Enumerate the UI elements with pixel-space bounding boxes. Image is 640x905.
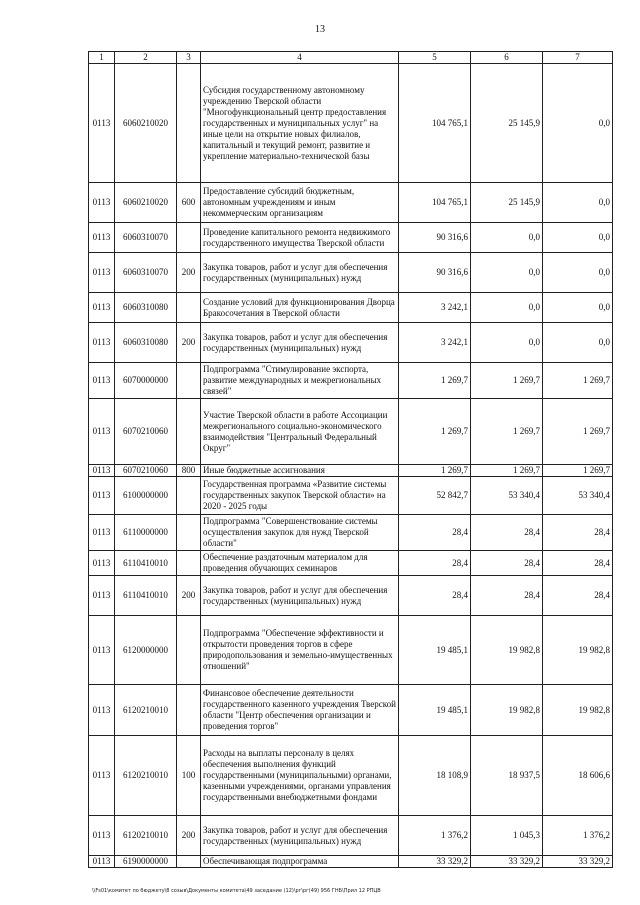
row-target-article: 6070210060 bbox=[115, 465, 177, 477]
row-value-col5: 90 316,6 bbox=[399, 253, 471, 293]
row-section-code: 0113 bbox=[89, 399, 115, 465]
table-row bbox=[89, 576, 613, 616]
row-value-col6: 1 269,7 bbox=[471, 465, 543, 477]
row-expense-type bbox=[177, 685, 201, 736]
row-target-article: 6110410010 bbox=[115, 576, 177, 616]
row-target-article: 6110000000 bbox=[115, 515, 177, 551]
table-row bbox=[89, 64, 613, 183]
row-value-col6: 0,0 bbox=[471, 293, 543, 323]
row-value-col5: 104 765,1 bbox=[399, 183, 471, 223]
row-expense-type: 200 bbox=[177, 253, 201, 293]
table-row bbox=[89, 363, 613, 399]
row-value-col7: 0,0 bbox=[543, 64, 613, 183]
row-value-col7: 19 982,8 bbox=[543, 685, 613, 736]
row-expense-type bbox=[177, 363, 201, 399]
row-value-col6: 1 269,7 bbox=[471, 399, 543, 465]
row-value-col5: 1 376,2 bbox=[399, 816, 471, 856]
row-section-code: 0113 bbox=[89, 616, 115, 685]
row-value-col5: 18 108,9 bbox=[399, 736, 471, 816]
table-row bbox=[89, 515, 613, 551]
row-expense-type: 100 bbox=[177, 736, 201, 816]
row-value-col7: 28,4 bbox=[543, 551, 613, 576]
row-expense-type bbox=[177, 399, 201, 465]
row-target-article: 6060310070 bbox=[115, 223, 177, 253]
row-value-col5: 90 316,6 bbox=[399, 223, 471, 253]
budget-table bbox=[88, 51, 613, 868]
table-row bbox=[89, 551, 613, 576]
row-section-code: 0113 bbox=[89, 576, 115, 616]
row-target-article: 6070210060 bbox=[115, 399, 177, 465]
row-value-col7: 28,4 bbox=[543, 576, 613, 616]
row-section-code: 0113 bbox=[89, 293, 115, 323]
page-number: 13 bbox=[315, 24, 325, 35]
row-target-article: 6070000000 bbox=[115, 363, 177, 399]
row-value-col7: 1 269,7 bbox=[543, 399, 613, 465]
row-value-col6: 1 045,3 bbox=[471, 816, 543, 856]
row-value-col5: 19 485,1 bbox=[399, 616, 471, 685]
row-value-col6: 18 937,5 bbox=[471, 736, 543, 816]
row-expense-type bbox=[177, 616, 201, 685]
row-expense-type bbox=[177, 293, 201, 323]
col-header-3: 3 bbox=[177, 52, 201, 64]
table-row bbox=[89, 183, 613, 223]
row-value-col6: 1 269,7 bbox=[471, 363, 543, 399]
row-target-article: 6190000000 bbox=[115, 856, 177, 868]
row-value-col5: 52 842,7 bbox=[399, 477, 471, 515]
row-expense-type bbox=[177, 551, 201, 576]
row-value-col7: 0,0 bbox=[543, 323, 613, 363]
row-name: Иные бюджетные ассигнования bbox=[201, 465, 399, 477]
col-header-5: 5 bbox=[399, 52, 471, 64]
row-expense-type bbox=[177, 856, 201, 868]
row-section-code: 0113 bbox=[89, 477, 115, 515]
row-value-col5: 19 485,1 bbox=[399, 685, 471, 736]
row-target-article: 6060310070 bbox=[115, 253, 177, 293]
table-row bbox=[89, 223, 613, 253]
row-name: Государственная программа «Развитие системы государственных закупок Тверской области» на 2020 - 2025 годы bbox=[201, 477, 399, 515]
row-expense-type: 200 bbox=[177, 816, 201, 856]
row-name: Подпрограмма "Совершенствование системы осуществления закупок для нужд Тверской области" bbox=[201, 515, 399, 551]
table-row bbox=[89, 399, 613, 465]
row-section-code: 0113 bbox=[89, 685, 115, 736]
col-header-7: 7 bbox=[543, 52, 613, 64]
row-section-code: 0113 bbox=[89, 183, 115, 223]
row-target-article: 6060310080 bbox=[115, 293, 177, 323]
row-expense-type bbox=[177, 223, 201, 253]
col-header-1: 1 bbox=[89, 52, 115, 64]
row-expense-type bbox=[177, 64, 201, 183]
row-name: Закупка товаров, работ и услуг для обеспечения государственных (муниципальных) нужд bbox=[201, 253, 399, 293]
table-row bbox=[89, 465, 613, 477]
row-value-col5: 28,4 bbox=[399, 515, 471, 551]
row-value-col7: 33 329,2 bbox=[543, 856, 613, 868]
row-value-col7: 0,0 bbox=[543, 293, 613, 323]
row-name: Закупка товаров, работ и услуг для обеспечения государственных (муниципальных) нужд bbox=[201, 576, 399, 616]
row-section-code: 0113 bbox=[89, 223, 115, 253]
row-target-article: 6110410010 bbox=[115, 551, 177, 576]
table-row bbox=[89, 685, 613, 736]
row-expense-type bbox=[177, 515, 201, 551]
row-value-col7: 1 376,2 bbox=[543, 816, 613, 856]
row-value-col5: 3 242,1 bbox=[399, 293, 471, 323]
row-expense-type: 200 bbox=[177, 323, 201, 363]
col-header-4: 4 bbox=[201, 52, 399, 64]
row-name: Предоставление субсидий бюджетным, автономным учреждениям и иным некоммерческим организациям bbox=[201, 183, 399, 223]
row-section-code: 0113 bbox=[89, 363, 115, 399]
table-row bbox=[89, 736, 613, 816]
row-value-col6: 28,4 bbox=[471, 551, 543, 576]
row-value-col6: 25 145,9 bbox=[471, 64, 543, 183]
row-value-col7: 18 606,6 bbox=[543, 736, 613, 816]
row-value-col7: 0,0 bbox=[543, 183, 613, 223]
row-value-col6: 25 145,9 bbox=[471, 183, 543, 223]
row-value-col6: 19 982,8 bbox=[471, 685, 543, 736]
row-name: Обеспечение раздаточным материалом для проведения обучающих семинаров bbox=[201, 551, 399, 576]
row-value-col5: 104 765,1 bbox=[399, 64, 471, 183]
table-row bbox=[89, 616, 613, 685]
row-value-col7: 1 269,7 bbox=[543, 363, 613, 399]
row-expense-type: 600 bbox=[177, 183, 201, 223]
row-target-article: 6120000000 bbox=[115, 616, 177, 685]
row-name: Участие Тверской области в работе Ассоциации межрегионального социально-экономического взаимодействия "Центральный Федеральный Округ" bbox=[201, 399, 399, 465]
row-name: Закупка товаров, работ и услуг для обеспечения государственных (муниципальных) нужд bbox=[201, 816, 399, 856]
row-name: Субсидия государственному автономному учреждению Тверской области "Многофункциональный центр предоставления государственных и муниципальных услуг" на иные цели на открытие новых филиалов, капитальный и текущий ремонт, развитие и укрепление материально-технической базы bbox=[201, 64, 399, 183]
row-name: Подпрограмма "Обеспечение эффективности и открытости проведения торгов в сфере природопользования и земельно-имущественных отношений" bbox=[201, 616, 399, 685]
row-value-col6: 33 329,2 bbox=[471, 856, 543, 868]
row-value-col6: 28,4 bbox=[471, 515, 543, 551]
col-header-2: 2 bbox=[115, 52, 177, 64]
row-expense-type: 800 bbox=[177, 465, 201, 477]
row-section-code: 0113 bbox=[89, 64, 115, 183]
table-row bbox=[89, 293, 613, 323]
row-value-col5: 33 329,2 bbox=[399, 856, 471, 868]
row-section-code: 0113 bbox=[89, 551, 115, 576]
row-section-code: 0113 bbox=[89, 515, 115, 551]
row-section-code: 0113 bbox=[89, 323, 115, 363]
row-value-col6: 53 340,4 bbox=[471, 477, 543, 515]
row-value-col6: 0,0 bbox=[471, 253, 543, 293]
row-section-code: 0113 bbox=[89, 736, 115, 816]
row-expense-type: 200 bbox=[177, 576, 201, 616]
row-section-code: 0113 bbox=[89, 253, 115, 293]
row-target-article: 6060210020 bbox=[115, 183, 177, 223]
row-name: Подпрограмма "Стимулирование экспорта, развитие международных и межрегиональных связей" bbox=[201, 363, 399, 399]
footer-file-path: \\Fs01\комитет по бюджету\8 созыв\Документы комитета\49 заседание (12)\рг\рг(49) 956 ГНБ\Прил 12 РПЦВ bbox=[92, 888, 381, 894]
row-section-code: 0113 bbox=[89, 816, 115, 856]
row-value-col6: 0,0 bbox=[471, 323, 543, 363]
row-name: Расходы на выплаты персоналу в целях обеспечения выполнения функций государственными (муниципальными) органами, казенными учреждениями, органами управления государственными внебюджетными фондами bbox=[201, 736, 399, 816]
table-row bbox=[89, 477, 613, 515]
row-value-col5: 1 269,7 bbox=[399, 465, 471, 477]
table-row bbox=[89, 816, 613, 856]
row-value-col5: 1 269,7 bbox=[399, 399, 471, 465]
row-value-col5: 28,4 bbox=[399, 551, 471, 576]
row-target-article: 6120210010 bbox=[115, 685, 177, 736]
col-header-6: 6 bbox=[471, 52, 543, 64]
row-expense-type bbox=[177, 477, 201, 515]
row-value-col7: 28,4 bbox=[543, 515, 613, 551]
row-value-col7: 1 269,7 bbox=[543, 465, 613, 477]
row-value-col5: 1 269,7 bbox=[399, 363, 471, 399]
header-row bbox=[89, 52, 613, 64]
row-name: Финансовое обеспечение деятельности государственного казенного учреждения Тверской области "Центр обеспечения организации и проведения торгов" bbox=[201, 685, 399, 736]
row-target-article: 6120210010 bbox=[115, 736, 177, 816]
row-value-col5: 28,4 bbox=[399, 576, 471, 616]
row-section-code: 0113 bbox=[89, 856, 115, 868]
row-value-col7: 0,0 bbox=[543, 223, 613, 253]
table-row bbox=[89, 323, 613, 363]
row-value-col6: 19 982,8 bbox=[471, 616, 543, 685]
row-target-article: 6060210020 bbox=[115, 64, 177, 183]
row-value-col7: 53 340,4 bbox=[543, 477, 613, 515]
row-name: Закупка товаров, работ и услуг для обеспечения государственных (муниципальных) нужд bbox=[201, 323, 399, 363]
row-value-col5: 3 242,1 bbox=[399, 323, 471, 363]
table-row bbox=[89, 253, 613, 293]
row-section-code: 0113 bbox=[89, 465, 115, 477]
table-row bbox=[89, 856, 613, 868]
row-target-article: 6100000000 bbox=[115, 477, 177, 515]
row-target-article: 6120210010 bbox=[115, 816, 177, 856]
row-target-article: 6060310080 bbox=[115, 323, 177, 363]
row-value-col7: 0,0 bbox=[543, 253, 613, 293]
table-body bbox=[89, 64, 613, 868]
row-value-col6: 28,4 bbox=[471, 576, 543, 616]
row-name: Проведение капитального ремонта недвижимого государственного имущества Тверской области bbox=[201, 223, 399, 253]
row-name: Создание условий для функционирования Дворца Бракосочетания в Тверской области bbox=[201, 293, 399, 323]
row-value-col7: 19 982,8 bbox=[543, 616, 613, 685]
row-name: Обеспечивающая подпрограмма bbox=[201, 856, 399, 868]
row-value-col6: 0,0 bbox=[471, 223, 543, 253]
